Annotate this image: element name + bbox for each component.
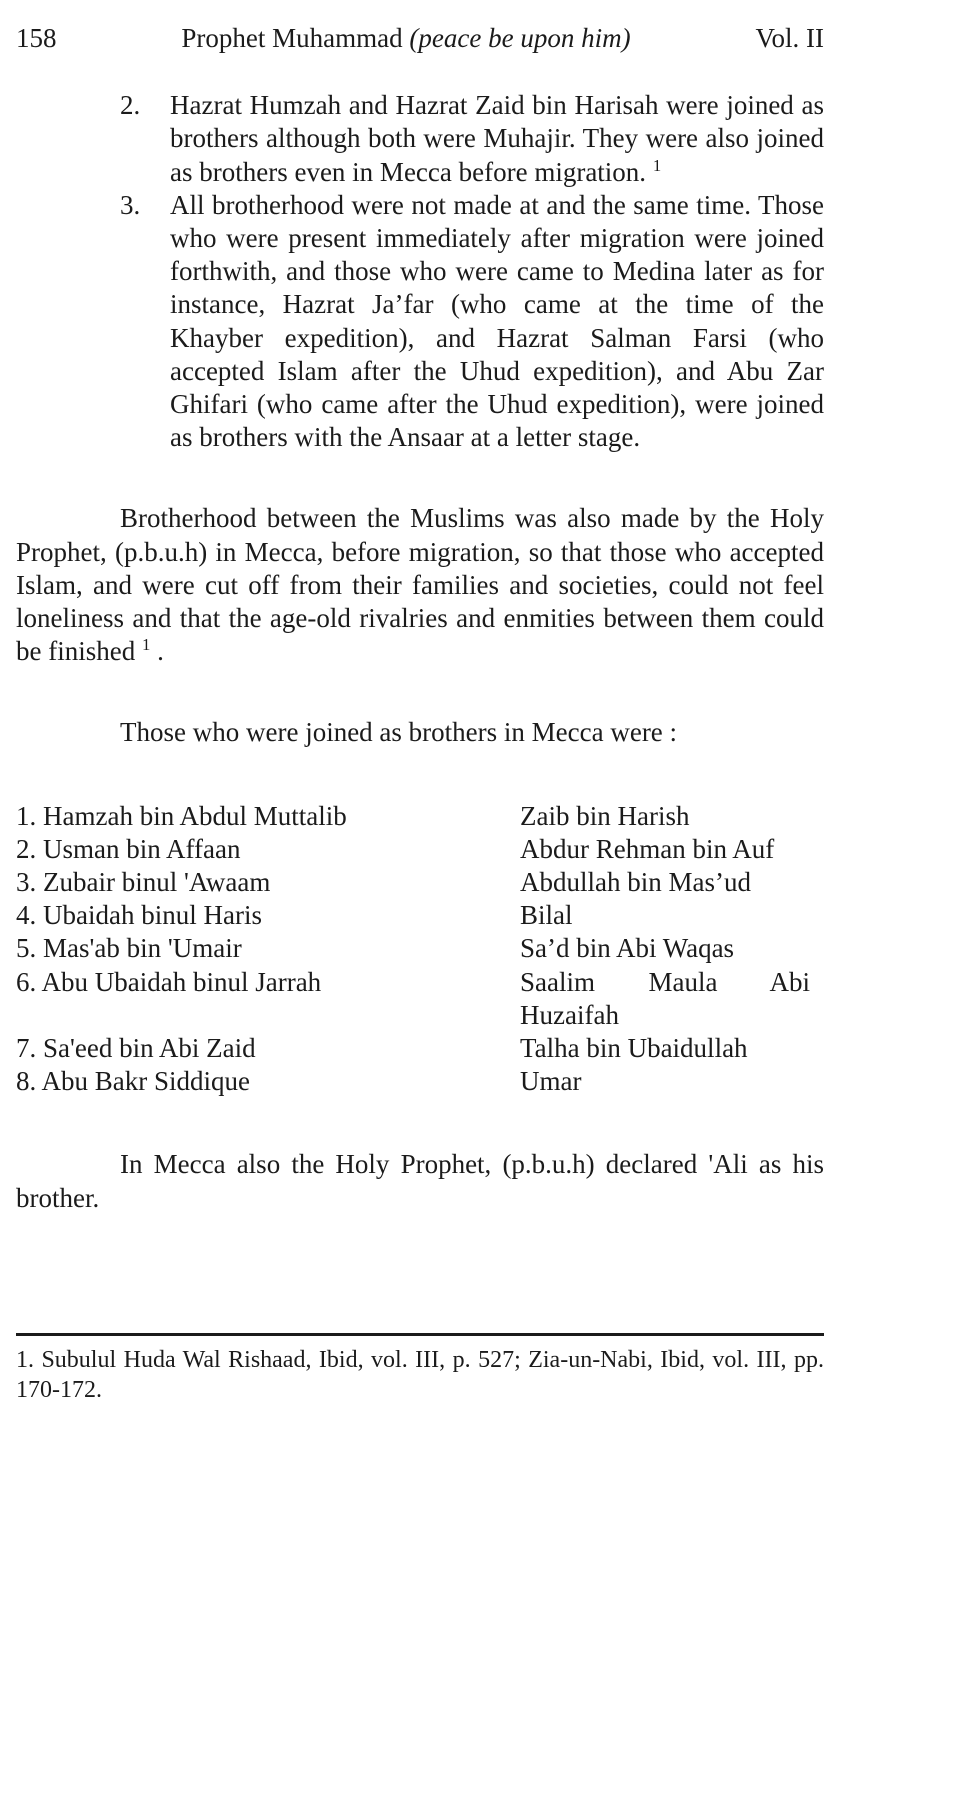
- pair-right-name: Bilal: [520, 900, 573, 931]
- brother-pair-row: [16, 966, 824, 1032]
- brother-pair-row: [16, 866, 824, 899]
- footnote-section: [16, 1333, 824, 1405]
- pair-left-name: 8. Abu Bakr Siddique: [16, 1066, 250, 1097]
- paragraph-text-end: .: [157, 636, 164, 667]
- brother-pair-row: [16, 833, 824, 866]
- pair-right-name: Zaib bin Harish: [520, 800, 690, 831]
- footnote-divider: [16, 1333, 824, 1336]
- item-text: Hazrat Humzah and Hazrat Zaid bin Harisah were joined as brothers although both were Muhajir. They were also joined as brothers even in Mecca before migration.: [170, 90, 824, 187]
- item-text: All brotherhood were not made at and the same time. Those who were present immediately after migration were joined forthwith, and those who were came to Medina later as for instance, Hazrat Ja’far (who came at the time of the Khayber expedition), and Hazrat Salman Farsi (who accepted Islam after the Uhud expedition), and Abu Zar Ghifari (who came after the Uhud expedition), were joined as brothers with the Ansaar at a letter stage.: [170, 189, 824, 453]
- paragraph-ali-brother: In Mecca also the Holy Prophet, (p.b.u.h) declared 'Ali as his brother.: [16, 1149, 824, 1213]
- book-title: [181, 22, 630, 55]
- paragraph-text: Brotherhood between the Muslims was also made by the Holy Prophet, (p.b.u.h) in Mecca, before migration, so that those who accepted Islam, and were cut off from their families and societies, could not feel loneliness and that the age-old rivalries and enmities between them could be finished: [16, 503, 824, 667]
- pair-left-name: 3. Zubair binul 'Awaam: [16, 867, 271, 898]
- page-header: [16, 22, 824, 55]
- book-title-parenthetical: (peace be upon him): [409, 23, 631, 53]
- brothers-pair-list: [16, 800, 824, 1099]
- pair-right-name: Abdur Rehman bin Auf: [520, 833, 775, 864]
- numbered-item-2: [120, 89, 824, 189]
- brother-pair-row: [16, 800, 824, 833]
- footnote-reference: 1: [652, 155, 662, 175]
- brother-pair-row: [16, 899, 824, 932]
- brother-pair-row: [16, 932, 824, 965]
- paragraph-joined-intro: Those who were joined as brothers in Mecca were :: [120, 717, 678, 748]
- item-number: 3.: [120, 189, 141, 220]
- page-number: 158: [16, 23, 57, 53]
- numbered-item-3: [120, 189, 824, 455]
- pair-right-name: Saalim Maula Abi Huzaifah: [520, 966, 810, 1030]
- pair-left-name: 4. Ubaidah binul Haris: [16, 900, 262, 931]
- brother-pair-row: [16, 1032, 824, 1065]
- book-title-main: Prophet Muhammad: [181, 23, 410, 53]
- footnote-text: 1. Subulul Huda Wal Rishaad, Ibid, vol. III, p. 527; Zia-un-Nabi, Ibid, vol. III, pp. 170-172.: [16, 1346, 824, 1404]
- pair-right-name: Sa’d bin Abi Waqas: [520, 933, 735, 964]
- pair-left-name: 6. Abu Ubaidah binul Jarrah: [16, 966, 322, 997]
- pair-right-name: Talha bin Ubaidullah: [520, 1033, 748, 1064]
- pair-left-name: 2. Usman bin Affaan: [16, 833, 241, 864]
- pair-right-name: Abdullah bin Mas’ud: [520, 867, 751, 898]
- volume-label: Vol. II: [755, 23, 824, 53]
- footnote-reference: 1: [141, 635, 151, 655]
- item-number: 2.: [120, 90, 141, 121]
- pair-left-name: 1. Hamzah bin Abdul Muttalib: [16, 800, 347, 831]
- pair-left-name: 7. Sa'eed bin Abi Zaid: [16, 1033, 256, 1064]
- pair-left-name: 5. Mas'ab bin 'Umair: [16, 933, 242, 964]
- brother-pair-row: [16, 1065, 824, 1098]
- pair-right-name: Umar: [520, 1066, 582, 1097]
- paragraph-brotherhood: [16, 502, 824, 668]
